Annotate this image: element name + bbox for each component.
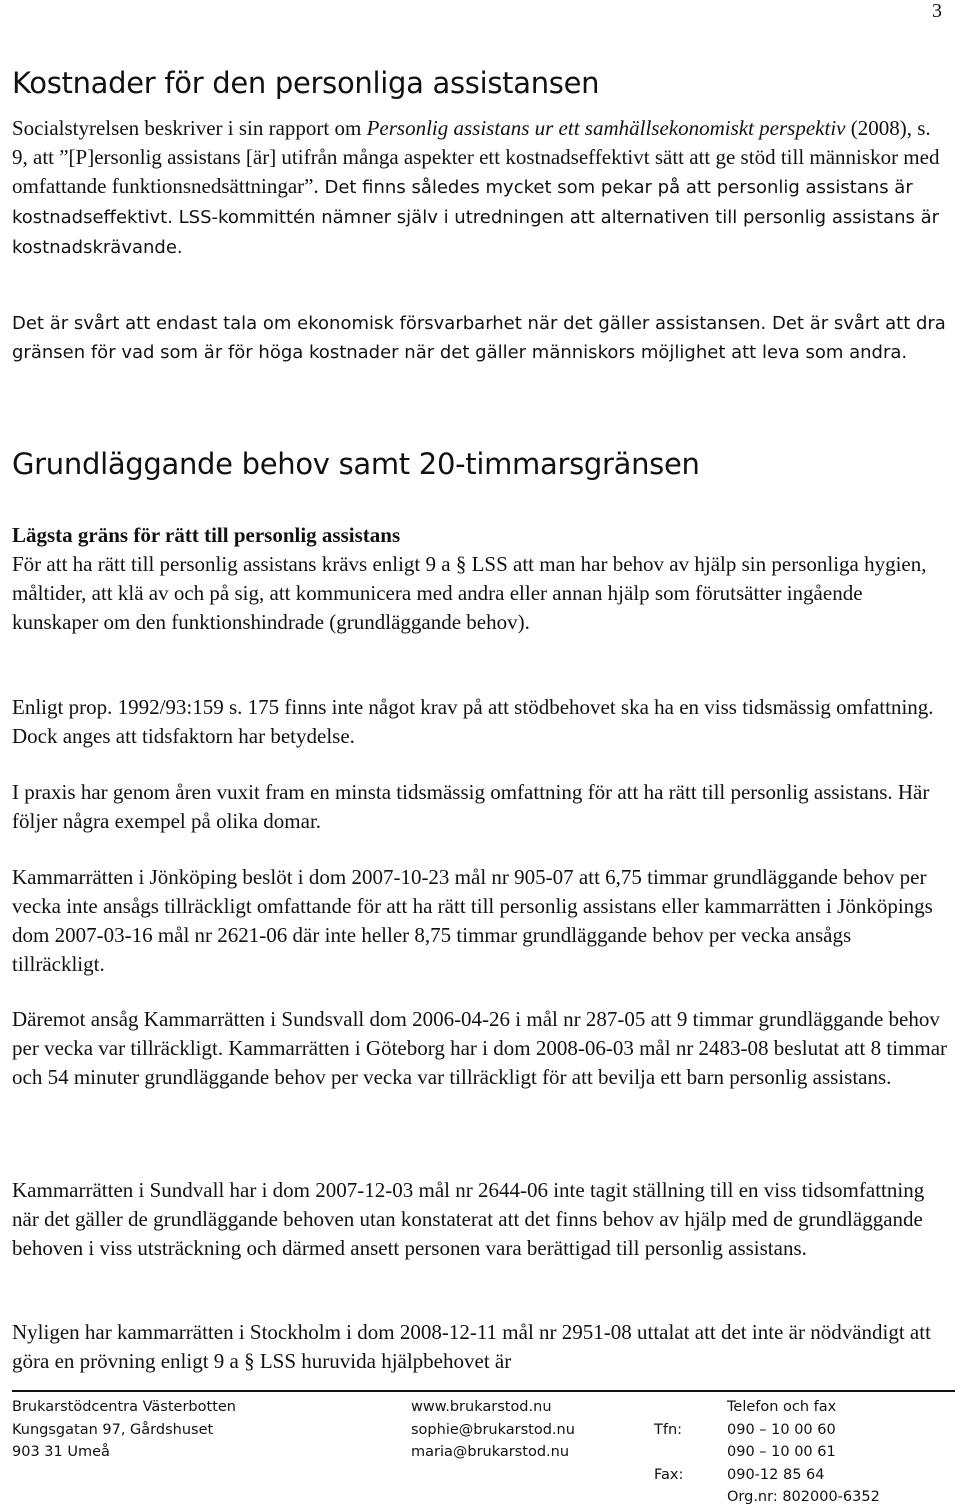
footer-city: 903 31 Umeå: [12, 1444, 110, 1460]
footer-phone-numbers: [727, 1396, 880, 1509]
court-case-paragraph-4: Nyligen har kammarrätten i Stockholm i dom 2008-12-11 mål nr 2951-08 uttalat att det inte är nödvändigt att göra en prövning enligt 9 a § LSS huruvida hjälpbehovet är: [12, 1320, 931, 1373]
costs-para-part-a: Socialstyrelsen beskriver i sin rapport om: [12, 116, 367, 140]
footer-email-maria[interactable]: maria@brukarstod.nu: [411, 1444, 570, 1460]
footer-org-name: Brukarstödcentra Västerbotten: [12, 1399, 236, 1415]
costs-para-part-c: Det finns således mycket som pekar på att personlig assistans är kostnadseffektivt. LSS-kommittén nämner själv i utredningen att alternativen till personlig assistans är kostnadskrävande.: [12, 177, 940, 258]
footer-email-sophie[interactable]: sophie@brukarstod.nu: [411, 1421, 575, 1438]
costs-paragraph-2: Det är svårt att endast tala om ekonomisk försvarbarhet när det gäller assistansen. Det är svårt att dra gränsen för vad som är för höga kostnader när det gäller människors möjlighet att leva som andra.: [12, 313, 946, 363]
footer-tfn-1: 090 – 10 00 60: [727, 1421, 836, 1438]
footer-phone-labels: [654, 1396, 683, 1486]
footer-website-link[interactable]: www.brukarstod.nu: [411, 1399, 552, 1415]
court-case-paragraph-3: Kammarrätten i Sundvall har i dom 2007-12-03 mål nr 2644-06 inte tagit ställning till en viss tidsomfattning när det gäller de grundläggande behoven utan konstaterat att det finns behov av hjälp med de grundläggande behoven i viss utsträckning och därmed ansett personen vara berättigad till personlig assistans.: [12, 1178, 925, 1260]
section-heading-basic-needs: Grundläggande behov samt 20-timmarsgränsen: [12, 447, 700, 481]
basic-needs-para1-text: För att ha rätt till personlig assistans krävs enligt 9 a § LSS att man har behov av hjälp sin personliga hygien, måltider, att klä av och på sig, att kommunicera med andra eller annan hjälp som förutsätter ingående kunskaper om den funktionshindrade (grundläggande behov).: [12, 552, 927, 634]
section-heading-costs: Kostnader för den personliga assistansen: [12, 66, 600, 100]
report-title: Personlig assistans ur ett samhällsekonomiskt perspektiv: [366, 116, 846, 140]
court-case-paragraph-1: Kammarrätten i Jönköping beslöt i dom 2007-10-23 mål nr 905-07 att 6,75 timmar grundläggande behov per vecka inte ansågs tillräckligt omfattande för att ha rätt till personlig assistans eller kammarrätten i Jönköpings dom 2007-03-16 mål nr 2621-06 där inte heller 8,75 timmar grundläggande behov per vecka ansågs tillräckligt.: [12, 865, 933, 976]
footer-address: [12, 1396, 236, 1464]
costs-para-part-b: (2008), s. 9, att ”[P]ersonlig assistans [är] utifrån många aspekter ett kostnadseffektivt sätt att ge stöd till människor med omfattande funktionsnedsättningar”.: [12, 116, 940, 198]
subheading-minimum-limit: Lägsta gräns för rätt till personlig assistans: [12, 523, 401, 547]
footer-tfn-2: 090 – 10 00 61: [727, 1444, 836, 1460]
footer-tfn-label: Tfn:: [654, 1421, 683, 1438]
footer-divider: [12, 1390, 955, 1392]
footer-fax: 090-12 85 64: [727, 1466, 825, 1483]
footer-contacts: [411, 1396, 575, 1464]
footer-orgnr: Org.nr: 802000-6352: [727, 1489, 880, 1505]
basic-needs-paragraph-2: Enligt prop. 1992/93:159 s. 175 finns inte något krav på att stödbehovet ska ha en viss tidsmässig omfattning. Dock anges att tidsfaktorn har betydelse.: [12, 695, 934, 748]
footer-phone-header: Telefon och fax: [727, 1399, 837, 1415]
costs-paragraph-1: [12, 114, 947, 262]
court-case-paragraph-2: Däremot ansåg Kammarrätten i Sundsvall dom 2006-04-26 i mål nr 287-05 att 9 timmar grundläggande behov per vecka var tillräckligt. Kammarrätten i Göteborg har i dom 2008-06-03 mål nr 2483-08 beslutat att 8 timmar och 54 minuter grundläggande behov per vecka var tillräckligt för att bevilja ett barn personlig assistans.: [12, 1007, 948, 1089]
basic-needs-paragraph-1: [12, 521, 947, 637]
page-number: 3: [932, 0, 942, 22]
footer-fax-label: Fax:: [654, 1466, 684, 1483]
basic-needs-paragraph-3: I praxis har genom åren vuxit fram en minsta tidsmässig omfattning för att ha rätt till personlig assistans. Här följer några exempel på olika domar.: [12, 780, 930, 833]
footer-street: Kungsgatan 97, Gårdshuset: [12, 1421, 214, 1438]
